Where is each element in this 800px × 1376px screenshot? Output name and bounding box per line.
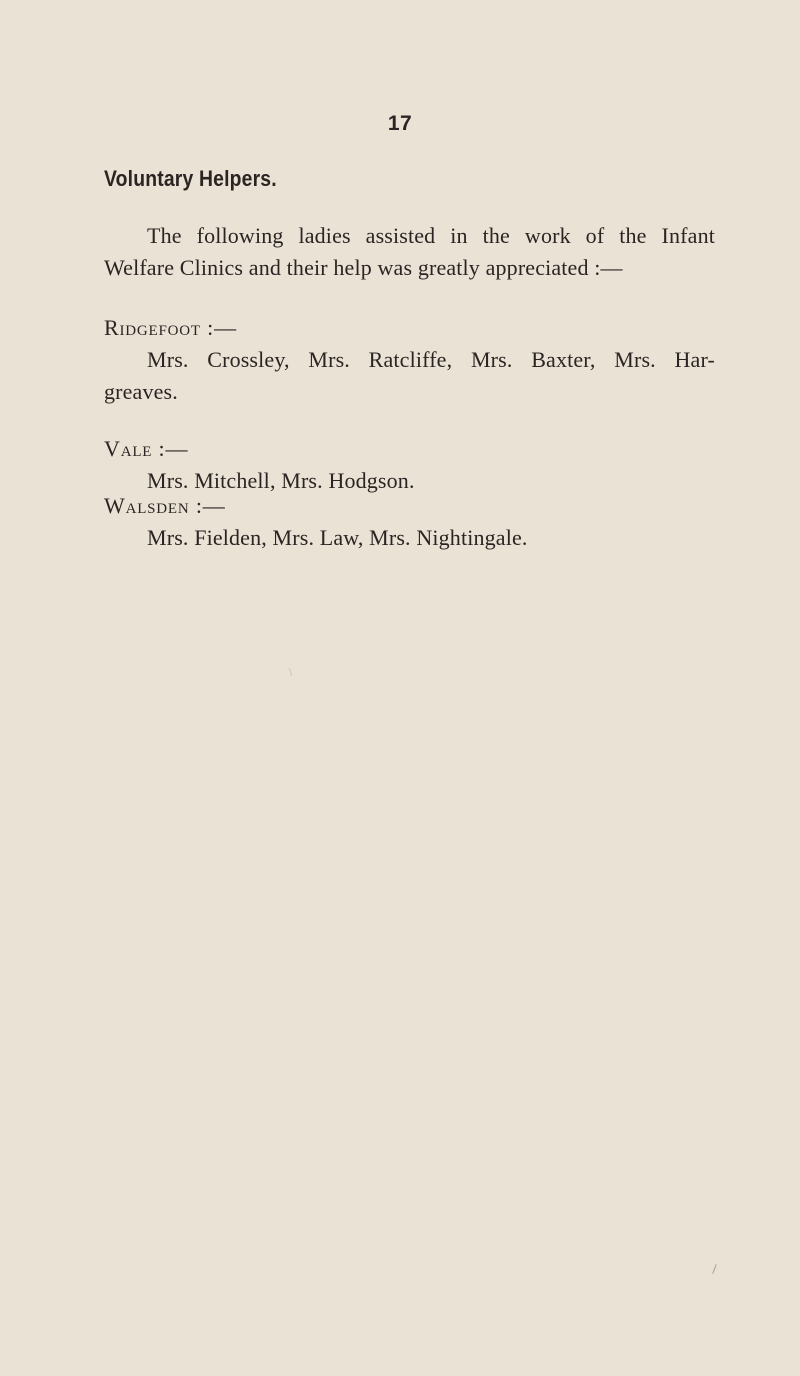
- paper-speck: [289, 668, 293, 676]
- intro-line-1: The following ladies assisted in the work of the Infant: [147, 223, 715, 248]
- vale-names: Mrs. Mitchell, Mrs. Hodgson.: [147, 468, 415, 493]
- walsden-section: [104, 490, 715, 554]
- section-heading: Voluntary Helpers.: [104, 166, 277, 191]
- intro-paragraph: [104, 220, 715, 284]
- ridgefoot-section: [104, 312, 715, 408]
- walsden-label: Walsden :—: [104, 493, 226, 518]
- paper-speck: [712, 1264, 716, 1274]
- ridgefoot-names-line-2: greaves.: [104, 379, 178, 404]
- vale-label: Vale :—: [104, 436, 189, 461]
- walsden-names: Mrs. Fielden, Mrs. Law, Mrs. Nightingale.: [147, 525, 528, 550]
- intro-line-2: Welfare Clinics and their help was greatly appreciated :—: [104, 255, 623, 280]
- page-number: 17: [387, 112, 413, 135]
- vale-section: [104, 433, 715, 497]
- ridgefoot-names-line-1: Mrs. Crossley, Mrs. Ratcliffe, Mrs. Baxter, Mrs. Har-: [147, 347, 715, 372]
- ridgefoot-label: Ridgefoot :—: [104, 315, 237, 340]
